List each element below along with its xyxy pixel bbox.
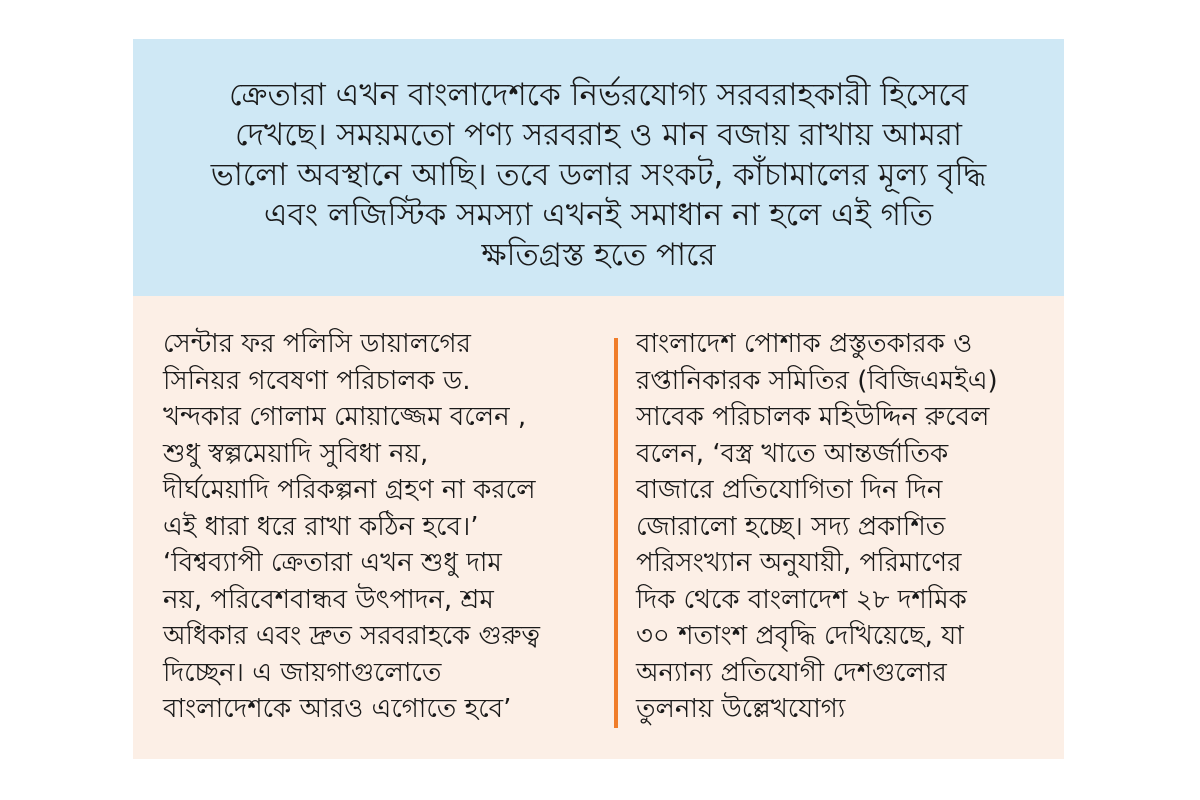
article-card xyxy=(133,39,1064,759)
pull-quote-box xyxy=(133,39,1064,296)
right-column-line: জোরালো হচ্ছে। সদ্য প্রকাশিত xyxy=(636,511,946,542)
pull-quote-text xyxy=(168,75,1029,275)
right-column xyxy=(636,326,1046,728)
right-column-line: বাংলাদেশ পোশাক প্রস্তুতকারক ও xyxy=(636,329,973,359)
right-column-line: তুলনায় উল্লেখযোগ্য xyxy=(636,694,846,724)
right-column-line: বাজারে প্রতিযোগিতা দিন দিন xyxy=(636,475,943,505)
pull-quote-line: এবং লজিস্টিক সমস্যা এখনই সমাধান না হলে এই গতি xyxy=(263,197,934,233)
left-column xyxy=(163,326,603,728)
right-column-line: দিক থেকে বাংলাদেশ ২৮ দশমিক xyxy=(636,584,967,615)
left-column-line: দীর্ঘমেয়াদি পরিকল্পনা গ্রহণ না করলে xyxy=(163,475,536,505)
right-column-line: রপ্তানিকারক সমিতির (বিজিএমইএ) xyxy=(636,365,998,396)
right-column-line: পরিসংখ্যান অনুযায়ী, পরিমাণের xyxy=(636,548,962,578)
left-column-line: সিনিয়র গবেষণা পরিচালক ড. xyxy=(163,365,471,396)
left-column-line: নয়, পরিবেশবান্ধব উৎপাদন, শ্রম xyxy=(163,584,494,615)
left-column-line: খন্দকার গোলাম মোয়াজ্জেম বলেন , xyxy=(163,402,527,432)
right-column-line: বলেন, ‘বস্ত্র খাতে আন্তর্জাতিক xyxy=(636,438,949,469)
right-column-line: সাবেক পরিচালক মহিউদ্দিন রুবেল xyxy=(636,402,990,432)
left-column-line: ‘বিশ্বব্যাপী ক্রেতারা এখন শুধু দাম xyxy=(163,548,502,578)
pull-quote-line: দেখছে। সময়মতো পণ্য সরবরাহ ও মান বজায় রাখায় আমরা xyxy=(235,117,962,153)
column-divider xyxy=(614,338,618,728)
right-column-line: অন্যান্য প্রতিযোগী দেশগুলোর xyxy=(636,657,947,688)
pull-quote-line: ক্ষতিগ্রস্ত হতে পারে xyxy=(481,237,716,273)
left-column-line: দিচ্ছেন। এ জায়গাগুলোতে xyxy=(163,657,442,688)
left-column-line: এই ধারা ধরে রাখা কঠিন হবে।’ xyxy=(163,511,479,542)
pull-quote-line: ক্রেতারা এখন বাংলাদেশকে নির্ভরযোগ্য সরবরাহকারী হিসেবে xyxy=(228,77,969,113)
left-column-line: শুধু স্বল্পমেয়াদি সুবিধা নয়, xyxy=(163,438,429,469)
pull-quote-line: ভালো অবস্থানে আছি। তবে ডলার সংকট, কাঁচামালের মূল্য বৃদ্ধি xyxy=(210,157,987,193)
left-column-line: সেন্টার ফর পলিসি ডায়ালগের xyxy=(163,329,471,359)
left-column-line: বাংলাদেশকে আরও এগোতে হবে’ xyxy=(163,694,512,724)
right-column-line: ৩০ শতাংশ প্রবৃদ্ধি দেখিয়েছে, যা xyxy=(636,621,964,651)
left-column-line: অধিকার এবং দ্রুত সরবরাহকে গুরুত্ব xyxy=(163,621,541,651)
article-body xyxy=(133,296,1064,759)
